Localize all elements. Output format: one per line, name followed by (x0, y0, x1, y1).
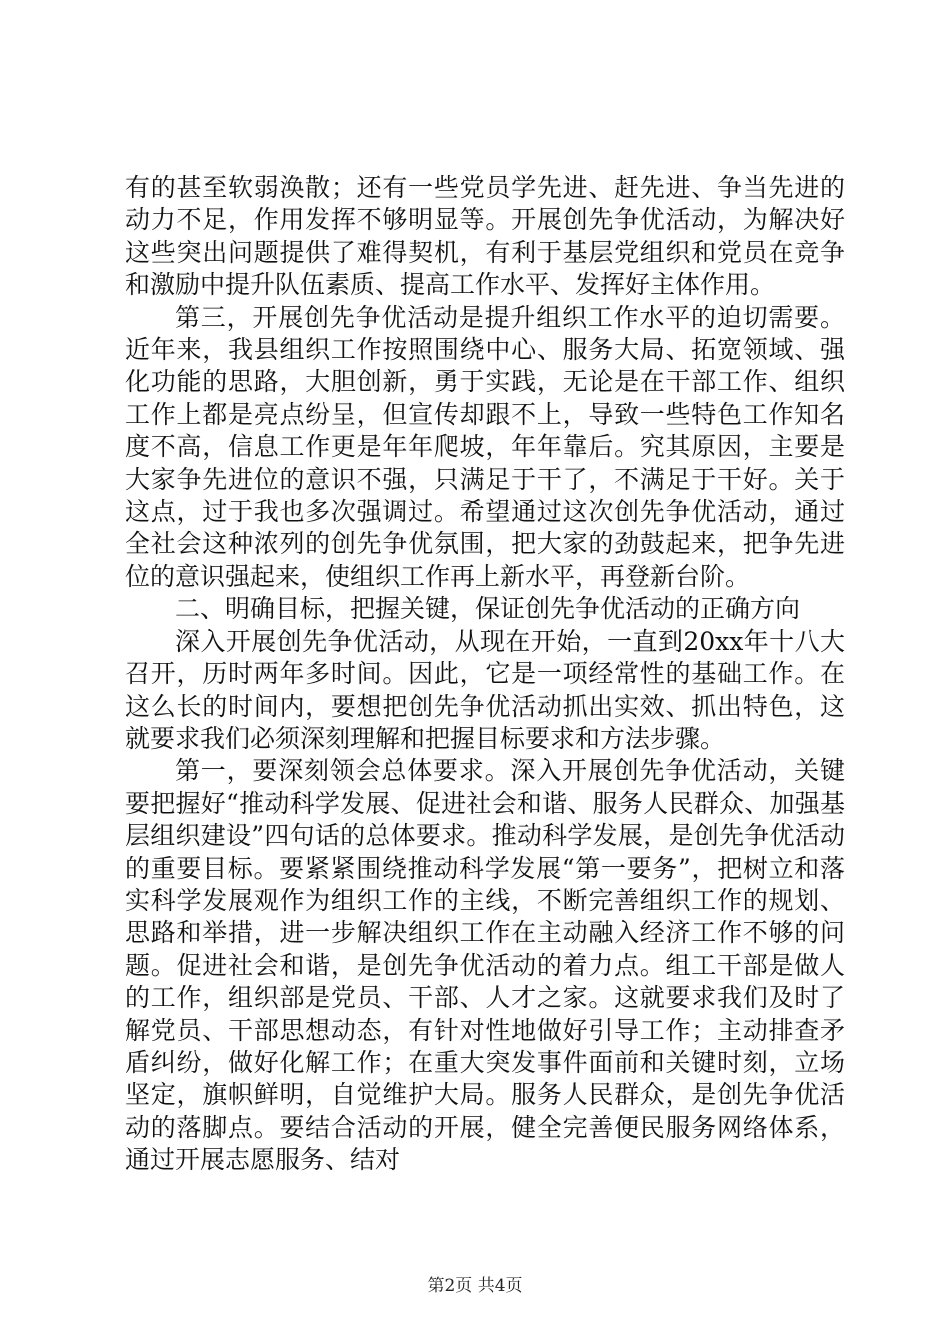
paragraph-first-point: 第一，要深刻领会总体要求。深入开展创先争优活动，关键要把握好“推动科学发展、促进社会和谐、服务人民群众、加强基层组织建设”四句话的总体要求。推动科学发展，是创先争优活动的重要目标。要紧紧围绕推动科学发展“第一要务”，把树立和落实科学发展观作为组织工作的主线，不断完善组织工作的规划、思路和举措，进一步解决组织工作在主动融入经济工作不够的问题。促进社会和谐，是创先争优活动的着力点。组工干部是做人的工作，组织部是党员、干部、人才之家。这就要求我们及时了解党员、干部思想动态，有针对性地做好引导工作；主动排查矛盾纠纷，做好化解工作；在重大突发事件面前和关键时刻，立场坚定，旗帜鲜明，自觉维护大局。服务人民群众，是创先争优活动的落脚点。要结合活动的开展，健全完善便民服务网络体系，通过开展志愿服务、结对 (125, 756, 845, 1175)
paragraph-continued: 有的甚至软弱涣散；还有一些党员学先进、赶先进、争当先进的动力不足，作用发挥不够明显等。开展创先争优活动，为解决好这些突出问题提供了难得契机，有利于基层党组织和党员在竞争和激励中提升队伍素质、提高工作水平、发挥好主体作用。 (125, 173, 845, 300)
section-heading-two: 二、明确目标，把握关键，保证创先争优活动的正确方向 (175, 594, 801, 624)
paragraph-third-point: 第三，开展创先争优活动是提升组织工作水平的迫切需要。近年来，我县组织工作按照围绕中心、服务大局、拓宽领域、强化功能的思路，大胆创新，勇于实践，无论是在干部工作、组织工作上都是亮点纷呈，但宣传却跟不上，导致一些特色工作知名度不高，信息工作更是年年爬坡，年年靠后。究其原因，主要是大家争先进位的意识不强，只满足于干了，不满足于干好。关于这点，过于我也多次强调过。希望通过这次创先争优活动，通过全社会这种浓列的创先争优氛围，把大家的劲鼓起来，把争先进位的意识强起来，使组织工作再上新水平，再登新台阶。 (125, 302, 845, 591)
paragraph-section-intro: 深入开展创先争优活动，从现在开始，一直到20xx年十八大召开，历时两年多时间。因此，它是一项经常性的基础工作。在这么长的时间内，要想把创先争优活动抓出实效、抓出特色，这就要求我们必须深刻理解和把握目标要求和方法步骤。 (125, 626, 845, 753)
page-footer: 第2页 共4页 (427, 1276, 523, 1296)
document-body (125, 172, 845, 1177)
